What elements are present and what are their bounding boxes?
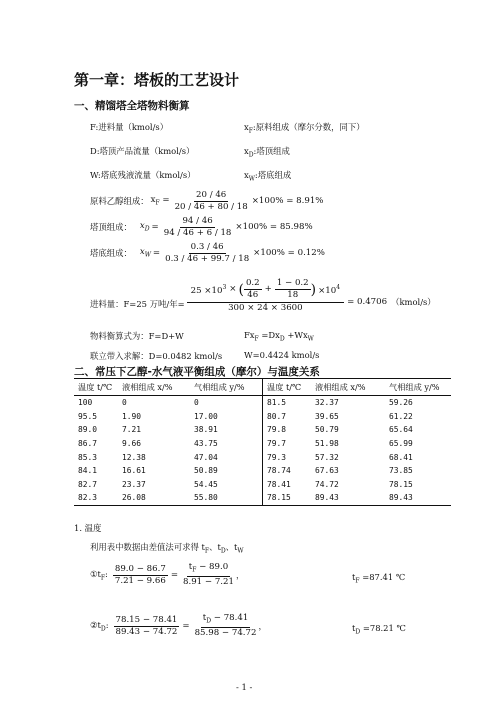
cell: 86.7 (78, 439, 98, 449)
balance-component-equation: $Fx_F =Dx_D +Wx_W$ (244, 330, 314, 343)
table-row (74, 478, 451, 492)
header-liquid: 液相组成 x/% (311, 379, 385, 396)
result-td: $t_D =78.21$ ℃ (352, 623, 406, 636)
page-title: 第一章：塔板的工艺设计 (74, 71, 240, 89)
cell: 50.79 (315, 425, 339, 435)
table-row (74, 450, 451, 464)
cell: 79.3 (267, 452, 287, 462)
cell: 100 (78, 398, 93, 408)
cell: 38.91 (190, 423, 263, 437)
cell: 55.80 (190, 491, 263, 505)
cell: 73.85 (389, 466, 413, 476)
cell: 82.3 (78, 493, 98, 503)
equation-top-composition: 塔顶组成： $x_D$ = $\frac{94 / 46}{94 / 46 + 6 / 18}$ ×100% = 85.98% (90, 215, 313, 238)
def-top-rate: D:塔顶产品流量（kmol/s） (90, 146, 195, 156)
cell: 89.43 (389, 493, 413, 503)
table-row (74, 437, 451, 451)
equation-bottom-composition: 塔底组成： $x_W$ = $\frac{0.3 / 46}{0.3 / 46 + 99.7 / 18}$ ×100% = 0.12% (90, 241, 325, 264)
cell: 78.41 (267, 479, 291, 489)
cell: 47.04 (190, 450, 263, 464)
cell: 89.0 (78, 425, 98, 435)
cell: 43.75 (190, 437, 263, 451)
cell: 79.7 (267, 439, 287, 449)
page-number: - 1 - (236, 682, 253, 692)
cell: 9.66 (122, 439, 142, 449)
table-row (74, 423, 451, 437)
cell: 89.43 (315, 493, 339, 503)
result-tf: $t_F =87.41$ ℃ (352, 572, 406, 585)
vle-table (74, 378, 451, 506)
cell: 50.89 (190, 464, 263, 478)
cell: 39.65 (315, 411, 339, 421)
cell: 1.90 (122, 411, 142, 421)
cell: 67.63 (315, 466, 339, 476)
cell: 74.72 (315, 479, 339, 489)
subsection-heading-temperature: 1. 温度 (74, 523, 102, 533)
def-bottom-rate: W:塔底残液流量（kmol/s） (90, 170, 196, 180)
cell: 85.3 (78, 452, 98, 462)
cell: 78.15 (267, 493, 291, 503)
equation-tf: $①t_F$: $\frac{89.0 - 86.7}{7.21 - 9.66}$ = $\frac{t_F - 89.0}{8.91 - 7.21}$ ， (90, 562, 245, 587)
cell: 65.99 (389, 439, 413, 449)
table-row (74, 396, 451, 410)
cell: 82.7 (78, 479, 98, 489)
header-liquid: 液相组成 x/% (118, 379, 190, 396)
balance-equation: 物料衡算式为：F=D+W (90, 331, 184, 341)
def-bottom-composition: $x_W$:塔底组成 (244, 170, 292, 183)
cell: 59.26 (389, 398, 413, 408)
def-top-composition: $x_D$:塔顶组成 (244, 146, 290, 159)
cell: 23.37 (122, 479, 146, 489)
cell: 51.98 (315, 439, 339, 449)
temperature-intro: 利用表中数据由差值法可求得 $t_F$、$t_D$、$t_W$ (90, 542, 244, 555)
cell: 17.00 (190, 410, 263, 424)
def-feed-rate: F:进料量（kmol/s） (90, 122, 169, 132)
cell: 78.15 (389, 479, 413, 489)
cell: 61.22 (389, 411, 413, 421)
section-heading-material-balance: 一、精馏塔全塔物料衡算 (74, 100, 190, 112)
cell: 54.45 (190, 478, 263, 492)
header-temperature: 温度 t/℃ (263, 379, 312, 396)
equation-feed-rate: 进料量：F=25 万吨/年= $25 \times 10^3$ × ( $\frac{0.2}{46}$ + $\frac{1 - 0.2}{18}$ ) $\times 10^4$ 300 × 24 × 3600 = 0.4706 （kmol/s） (90, 278, 436, 313)
cell: 80.7 (267, 411, 287, 421)
cell: 65.64 (389, 425, 413, 435)
cell: 81.5 (267, 398, 287, 408)
cell: 57.32 (315, 452, 339, 462)
table-row (74, 491, 451, 505)
table-row (74, 410, 451, 424)
cell: 26.08 (122, 493, 146, 503)
cell: 68.41 (389, 452, 413, 462)
equation-td: $②t_D$: $\frac{78.15 - 78.41}{89.43 - 74.72}$ = $\frac{t_D - 78.41}{85.98 - 74.72}$ ， (90, 613, 267, 638)
cell: 78.74 (267, 466, 291, 476)
cell: 95.5 (78, 411, 98, 421)
cell: 12.38 (122, 452, 146, 462)
equation-feed-composition: 原料乙醇组成： $x_F$ = $\frac{20 / 46}{20 / 46 + 80 / 18}$ ×100% = 8.91% (90, 189, 324, 212)
header-vapor: 气相组成 y/% (190, 379, 263, 396)
cell: 0 (122, 398, 127, 408)
header-temperature: 温度 t/℃ (74, 379, 118, 396)
cell: 79.8 (267, 425, 287, 435)
cell: 16.61 (122, 466, 146, 476)
solution-d: 联立带入求解：D=0.0482 kmol/s (90, 351, 223, 361)
cell: 84.1 (78, 466, 98, 476)
table-header-row (74, 379, 451, 396)
table-row (74, 464, 451, 478)
section-heading-vle: 二、常压下乙醇-水气液平衡组成（摩尔）与温度关系 (74, 366, 320, 378)
solution-w: W=0.4424 kmol/s (244, 350, 320, 360)
cell: 32.37 (315, 398, 339, 408)
cell: 7.21 (122, 425, 142, 435)
def-feed-composition: $x_F$:原料组成（摩尔分数，同下） (244, 122, 365, 135)
cell: 0 (190, 396, 263, 410)
header-vapor: 气相组成 y/% (385, 379, 451, 396)
